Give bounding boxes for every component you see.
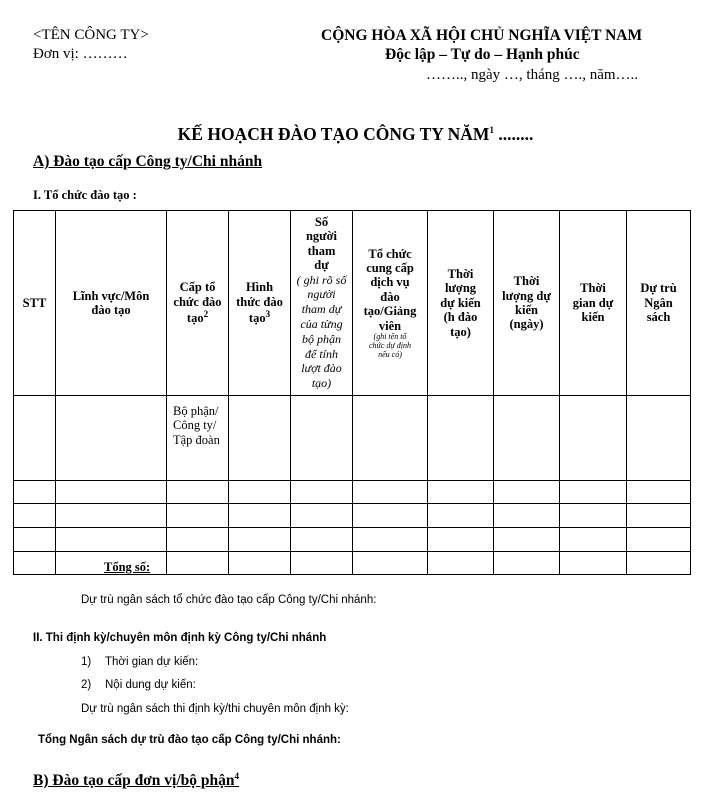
header-form: Hình thức đào tạo$^3$ [229,211,291,396]
company-name-placeholder: <TÊN CÔNG TY> [33,27,149,43]
national-motto: Độc lập – Tự do – Hạnh phúc [385,46,580,63]
total-label: Tổng số: [56,552,167,575]
header-provider: Tổ chức cung cấp dịch vụ đào tạo/Giảng viên (ghi tên tổ chức dự định nếu có) [353,211,428,396]
title-footnote: 1 [489,125,494,136]
header-expected-time: Thời gian dự kiến [560,211,627,396]
table-row [14,481,691,504]
date-line: …….., ngày …, tháng …., năm….. [426,67,639,83]
periodic-exam-heading: II. Thi định kỳ/chuyên môn định kỳ Công ty/Chi nhánh [33,632,327,644]
total-budget-line: Tổng Ngân sách dự trù đào tạo cấp Công ty/Chi nhánh: [38,734,341,746]
header-level: Cấp tổ chức đào tạo$^2$ [167,211,229,396]
document-title [0,124,711,145]
table-row [14,504,691,528]
header-duration-hours: Thời lượng dự kiến (h đào tạo) [428,211,494,396]
header-field: Lĩnh vực/Môn đào tạo [56,211,167,396]
country-name: CỘNG HÒA XÃ HỘI CHỦ NGHĨA VIỆT NAM [321,27,643,44]
header-participants: Số người tham dự ( ghi rõ số người tham dự của từng bộ phận để tính lượt đào tạo) [291,211,353,396]
section-a-heading: A) Đào tạo cấp Công ty/Chi nhánh [33,153,263,170]
company-training-budget-line: Dự trù ngân sách tổ chức đào tạo cấp Công ty/Chi nhánh: [81,594,377,606]
title-suffix: ........ [493,124,534,144]
header-duration-days: Thời lượng dự kiến (ngày) [494,211,560,396]
header-budget: Dự trù Ngân sách [627,211,691,396]
unit-label: Đơn vị: ……… [33,46,128,62]
first-row-level: Bộ phận/Công ty/Tập đoàn [167,396,229,481]
training-plan-table [13,210,691,575]
section-b-heading: B) Đào tạo cấp đơn vị/bộ phận$^4$ [33,771,240,790]
table-header-row [14,211,691,396]
table-total-row [14,552,691,575]
header-stt: STT [14,211,56,396]
training-organization-heading: I. Tổ chức đào tạo : [33,188,137,202]
title-text: KẾ HOẠCH ĐÀO TẠO CÔNG TY NĂM [177,124,490,144]
list-item: 1) Thời gian dự kiến: [81,656,199,668]
table-row [14,396,691,481]
list-item: 2) Nội dung dự kiến: [81,679,196,691]
exam-budget-line: Dự trù ngân sách thi định kỳ/thi chuyên môn định kỳ: [81,703,349,715]
table-row [14,528,691,552]
